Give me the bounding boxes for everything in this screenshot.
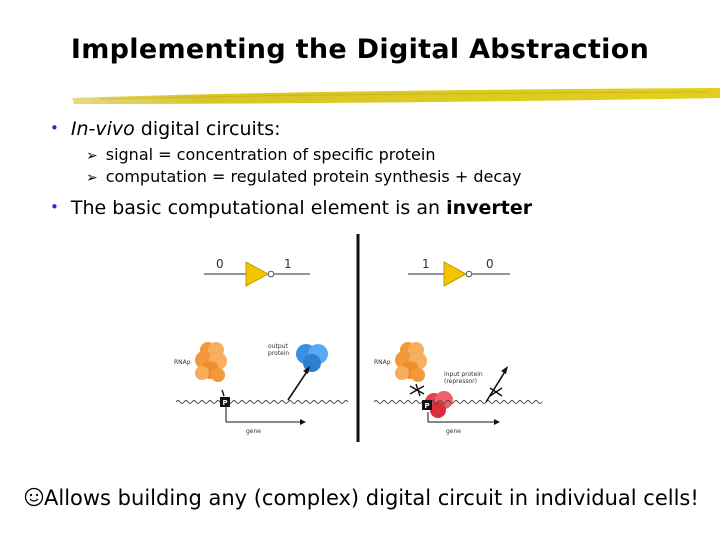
- output-protein-icon: [296, 344, 328, 372]
- right-input-value: 1: [422, 257, 430, 271]
- left-panel: [174, 257, 348, 435]
- rnap-icon: [395, 342, 427, 382]
- smiley-icon: [24, 487, 44, 507]
- sub-bullet-computation: [86, 167, 521, 186]
- rnap-label: RNAp: [174, 359, 191, 366]
- output-label-2: protein: [268, 350, 290, 357]
- right-output-value: 0: [486, 257, 494, 271]
- bullet-dot-icon: •: [50, 198, 59, 216]
- promoter-label: P: [424, 402, 430, 410]
- gene-label: gene: [246, 428, 261, 435]
- bullet2-text: The basic computational element is an: [70, 197, 447, 219]
- title-underline: [70, 84, 720, 110]
- footer-text: [24, 486, 699, 510]
- inverter-gate-icon: [444, 262, 466, 286]
- inverter-word: inverter: [446, 197, 533, 219]
- sub-bullet-text: computation = regulated protein synthesis + decay: [105, 167, 522, 186]
- in-vivo-text: In-vivo: [70, 118, 135, 140]
- gene-label: gene: [446, 428, 461, 435]
- output-label: output: [268, 343, 288, 350]
- dna-strand: [176, 401, 348, 404]
- bullet-dot-icon: •: [50, 119, 59, 137]
- inverter-gate-icon: [246, 262, 268, 286]
- bullet-in-vivo: [50, 118, 281, 140]
- input-protein-label: input protein: [444, 371, 483, 378]
- left-input-value: 0: [216, 257, 224, 271]
- bullet1-text: digital circuits:: [134, 118, 281, 140]
- inverter-figure: [160, 230, 560, 445]
- dna-strand: [374, 401, 542, 404]
- bullet-inverter: [50, 197, 532, 219]
- arrow-bullet-icon: ➢: [86, 170, 98, 186]
- repressor-label: (repressor): [444, 378, 477, 385]
- rnap-label: RNAp: [374, 359, 391, 366]
- slide-title: Implementing the Digital Abstraction: [70, 34, 650, 65]
- right-panel: [374, 257, 542, 435]
- sub-bullet-signal: [86, 145, 435, 164]
- sub-bullet-text: signal = concentration of specific protein: [105, 145, 436, 164]
- arrow-bullet-icon: ➢: [86, 148, 98, 164]
- promoter-label: P: [222, 399, 228, 407]
- left-output-value: 1: [284, 257, 292, 271]
- footer-message: Allows building any (complex) digital circuit in individual cells!: [44, 486, 699, 510]
- rnap-icon: [195, 342, 227, 382]
